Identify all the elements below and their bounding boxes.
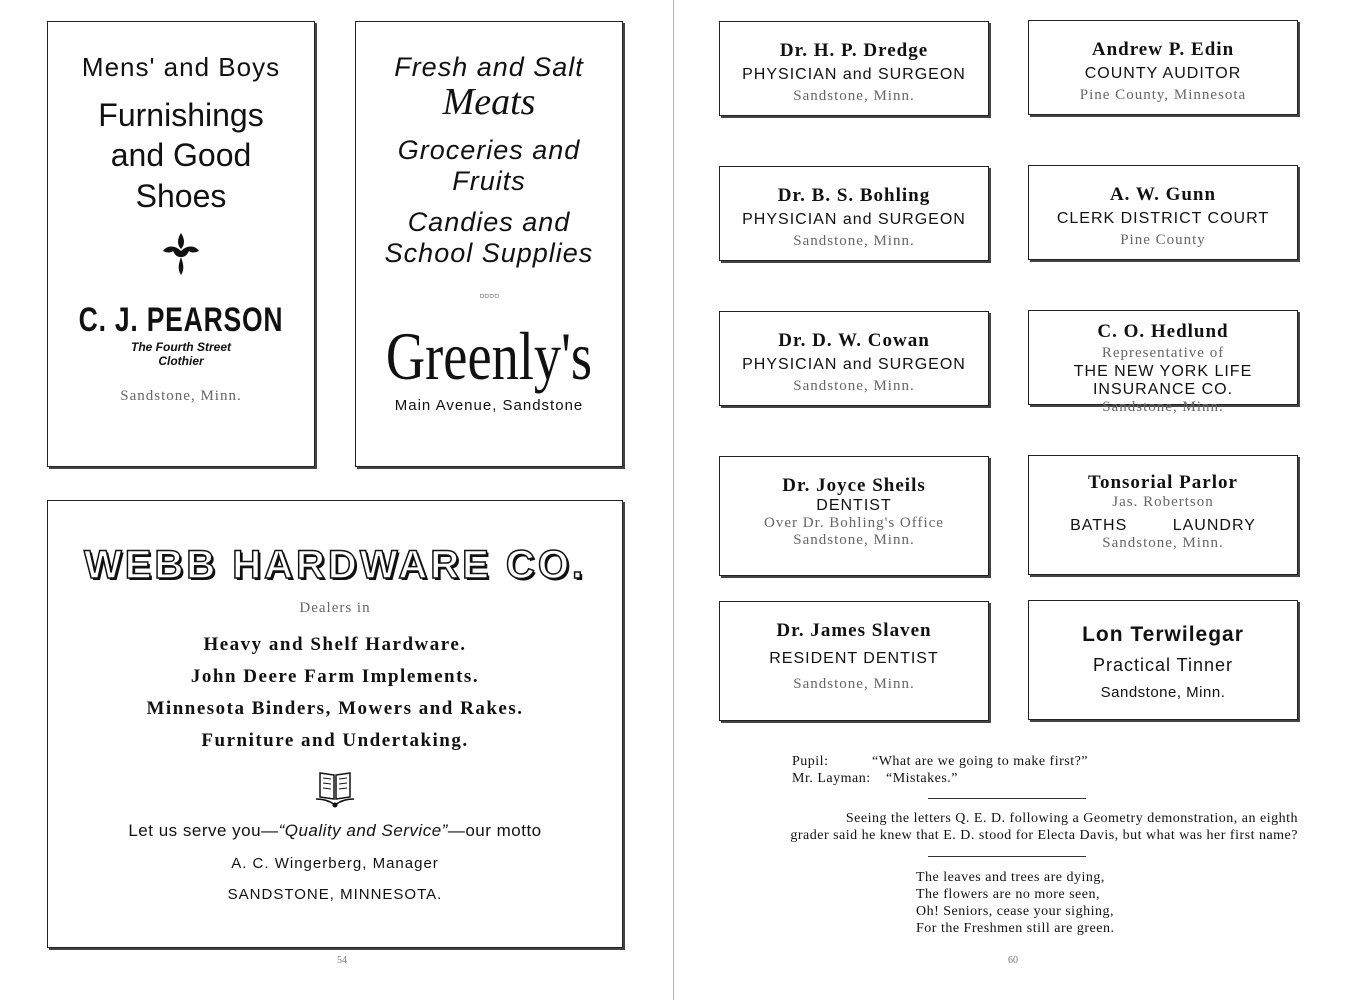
card-name: Dr. H. P. Dredge: [779, 40, 929, 61]
joke-pupil-line: “What are we going to make first?”: [872, 754, 1089, 769]
card-office: Over Dr. Bohling's Office: [764, 515, 944, 531]
webb-item-4: Furniture and Undertaking.: [201, 730, 469, 751]
greenly-meats: Meats: [442, 81, 536, 123]
greenly-ornament: ▫▫▫▫: [479, 287, 499, 303]
book-icon: [48, 769, 622, 813]
card-cowan: [719, 311, 989, 406]
card-rep: Representative of: [1101, 345, 1225, 361]
pearson-location: Sandstone, Minn.: [120, 388, 242, 404]
webb-item-1: Heavy and Shelf Hardware.: [203, 634, 467, 655]
page-divider: [673, 0, 674, 1000]
pearson-line3: Shoes: [135, 178, 227, 214]
webb-motto: [48, 821, 622, 841]
card-role: COUNTY AUDITOR: [1084, 65, 1242, 82]
pearson-tagline2: Clothier: [158, 354, 204, 368]
greenly-name: Greenly's: [385, 318, 593, 394]
card-role: DENTIST: [816, 497, 892, 514]
card-service-laundry: LAUNDRY: [1172, 517, 1256, 534]
card-role: PHYSICIAN and SURGEON: [742, 356, 966, 373]
card-company-1: THE NEW YORK LIFE: [1073, 363, 1253, 380]
webb-motto-quote: “Quality and Service”: [278, 821, 448, 840]
card-location: Sandstone, Minn.: [793, 88, 915, 104]
greenly-address: Main Avenue, Sandstone: [394, 397, 584, 414]
webb-motto-pre: Let us serve you—: [128, 821, 279, 840]
card-role: CLERK DISTRICT COURT: [1056, 210, 1270, 227]
separator-rule: [928, 856, 1086, 857]
card-company-2: INSURANCE CO.: [1092, 381, 1234, 398]
poem-line: Oh! Seniors, cease your sighing,: [916, 904, 1114, 919]
card-name: Dr. B. S. Bohling: [777, 185, 931, 206]
card-location: Sandstone, Minn.: [793, 378, 915, 394]
card-name: Dr. James Slaven: [776, 620, 932, 641]
pearson-line1: Furnishings: [98, 97, 264, 133]
webb-hardware-ad: [47, 500, 623, 948]
poem-line: The leaves and trees are dying,: [916, 870, 1105, 885]
pearson-name: C. J. PEARSON: [78, 301, 284, 339]
joke-poem: [916, 869, 1114, 937]
card-location: Sandstone, Minn.: [793, 233, 915, 249]
greenly-line1: Fresh and Salt: [394, 52, 584, 82]
card-tonsorial: [1028, 455, 1298, 575]
webb-item-3: Minnesota Binders, Mowers and Rakes.: [146, 698, 524, 719]
pearson-tagline1: The Fourth Street: [130, 340, 231, 354]
pearson-heading: Mens' and Boys: [81, 52, 281, 82]
pearson-line2: and Good: [110, 137, 252, 173]
card-name: Andrew P. Edin: [1091, 39, 1235, 60]
card-sheils: [719, 456, 989, 576]
webb-item-2: John Deere Farm Implements.: [190, 666, 480, 687]
card-role: PHYSICIAN and SURGEON: [742, 211, 966, 228]
card-location: Pine County: [1120, 232, 1206, 248]
card-role: RESIDENT DENTIST: [769, 650, 939, 667]
greenly-ad: [355, 21, 623, 467]
webb-name: WEBB HARDWARE CO.: [83, 543, 587, 587]
card-slaven: [719, 601, 989, 721]
webb-manager: A. C. Wingerberg, Manager: [231, 855, 439, 872]
card-role: PHYSICIAN and SURGEON: [742, 66, 966, 83]
joke-layman-label: Mr. Layman:: [792, 771, 871, 786]
joke-pupil: [792, 753, 1088, 787]
greenly-line3: Groceries and: [397, 135, 581, 165]
joke-layman-line: “Mistakes.”: [886, 771, 958, 786]
card-location: Pine County, Minnesota: [1079, 87, 1247, 103]
card-edin: [1028, 20, 1298, 115]
webb-city: SANDSTONE, MINNESOTA.: [227, 886, 443, 903]
right-page-number: 60: [1008, 955, 1018, 966]
fleur-icon: [48, 231, 314, 281]
pearson-ad: [47, 21, 315, 467]
joke-pupil-label: Pupil:: [792, 754, 829, 769]
card-location: Sandstone, Minn.: [1102, 399, 1224, 415]
card-services: [1029, 517, 1297, 535]
webb-dealers: Dealers in: [299, 600, 371, 616]
card-hedlund: [1028, 310, 1298, 415]
card-terwilegar: [1028, 600, 1298, 720]
greenly-line5: Candies and: [407, 207, 571, 237]
card-name: Dr. Joyce Sheils: [782, 475, 926, 496]
card-name: Tonsorial Parlor: [1088, 472, 1238, 493]
joke-qed-line2: grader said he knew that E. D. stood for Electa Davis, but what was her first name?: [790, 828, 1298, 843]
card-name: C. O. Hedlund: [1097, 321, 1229, 342]
card-location: Sandstone, Minn.: [1102, 535, 1224, 551]
joke-qed-line1: Seeing the letters Q. E. D. following a Geometry demonstration, an eighth: [845, 811, 1298, 826]
separator-rule: [928, 798, 1086, 799]
joke-qed: [718, 810, 1298, 844]
card-location: Sandstone, Minn.: [793, 532, 915, 548]
card-location: Sandstone, Minn.: [793, 676, 915, 692]
card-name: Dr. D. W. Cowan: [778, 330, 930, 351]
greenly-line4: Fruits: [452, 166, 526, 196]
card-owner: Jas. Robertson: [1112, 494, 1214, 510]
card-dredge: [719, 21, 989, 116]
card-name: A. W. Gunn: [1109, 184, 1217, 205]
card-name: Lon Terwilegar: [1082, 623, 1244, 646]
card-location: Sandstone, Minn.: [1100, 684, 1226, 701]
poem-line: For the Freshmen still are green.: [916, 921, 1115, 936]
webb-motto-post: —our motto: [447, 821, 542, 840]
poem-line: The flowers are no more seen,: [916, 887, 1100, 902]
card-service-baths: BATHS: [1070, 517, 1128, 534]
card-bohling: [719, 166, 989, 261]
card-gunn: [1028, 165, 1298, 260]
greenly-line6: School Supplies: [384, 238, 594, 268]
left-page-number: 54: [337, 955, 347, 966]
card-role: Practical Tinner: [1092, 655, 1234, 675]
